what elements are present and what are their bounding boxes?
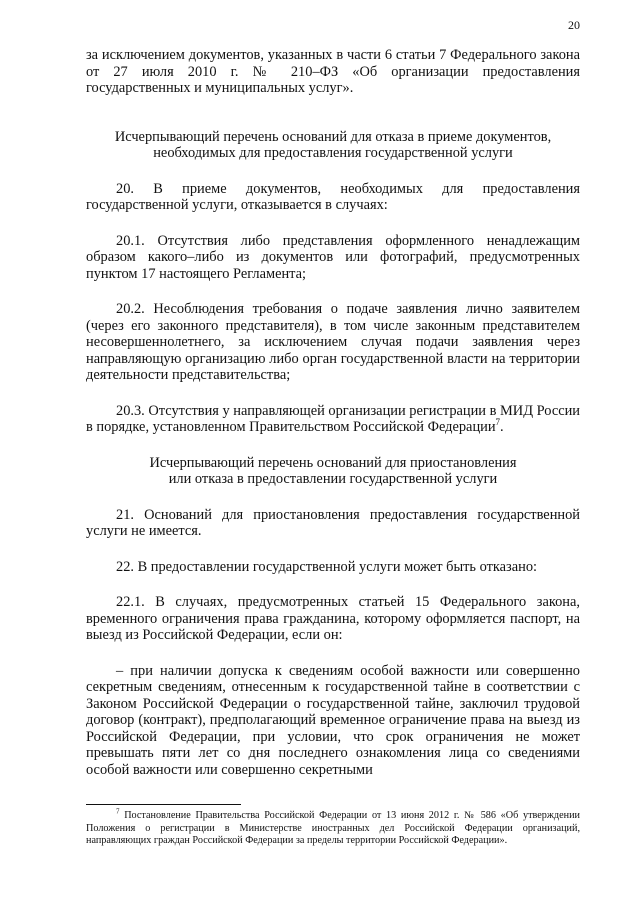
page-number: 20 [568,18,580,32]
footnote-divider [86,804,241,805]
paragraph-22-1: 22.1. В случаях, предусмотренных статьей 15 Федерального закона, временного ограничения права гражданина, которому оформляется паспорт, на выезд из Российской Федерации, если он: [86,594,580,643]
paragraph-22: 22. В предоставлении государственной услуги может быть отказано: [116,558,538,575]
paragraph-20-3-text: 20.3. Отсутствия у направляющей организации регистрации в МИД России в порядке, установленном Правительством Российской Федерации [86,402,580,435]
paragraph-21: 21. Оснований для приостановления предоставления государственной услуги не имеется. [86,506,580,539]
paragraph-20-3 [86,403,580,436]
section-heading-suspension [86,455,580,488]
heading-line: Исчерпывающий перечень оснований для отказа в приеме документов, [114,128,552,145]
section-heading-refusal-documents [86,129,580,162]
paragraph-20-1: 20.1. Отсутствия либо представления оформленного ненадлежащим образом какого–либо из документов или фотографий, предусмотренных пунктом 17 настоящего Регламента; [86,232,580,282]
paragraph-20-3-end: . [500,419,504,435]
heading-line: Исчерпывающий перечень оснований для приостановления [149,454,517,471]
footnote-mark: 7 [116,807,120,816]
paragraph-20: 20. В приеме документов, необходимых для предоставления государственной услуги, отказывается в случаях: [86,180,580,213]
footnote-text: Постановление Правительства Российской Федерации от 13 июня 2012 г. № 586 «Об утверждении Положения о регистрации в Министерстве иностранных дел Российской Федерации организаций, направляющих граждан Российской Федерации за пределы территории Российской Федерации». [86,810,580,847]
heading-line: или отказа в предоставлении государственной услуги [168,471,498,487]
footnote-reference[interactable]: 7 [495,417,501,428]
heading-line: необходимых для предоставления государственной услуги [153,145,513,161]
paragraph-continuation: за исключением документов, указанных в части 6 статьи 7 Федерального закона от 27 июля 2010 г. № 210–ФЗ «Об организации предоставления государственных и муниципальных услуг». [86,47,580,96]
paragraph-dash-item: – при наличии допуска к сведениям особой важности или совершенно секретным сведениям, отнесенным к государственной тайне в соответствии с Законом Российской Федерации о государственной тайне, заключил трудовой договор (контракт), предполагающий временное ограничение права на выезд из Российской Федерации, при условии, что срок ограничения не может превышать пяти лет со дня последнего ознакомления лица со сведениями особой важности или совершенно секретными [86,662,580,778]
paragraph-20-2: 20.2. Несоблюдения требования о подаче заявления лично заявителем (через его законного представителя), в том числе законным представителем несовершеннолетнего, за исключением случая подачи заявления через направляющую организацию либо орган государственной власти на территории деятельности представительства; [86,301,580,383]
document-body [86,47,580,778]
footnote [86,807,580,848]
